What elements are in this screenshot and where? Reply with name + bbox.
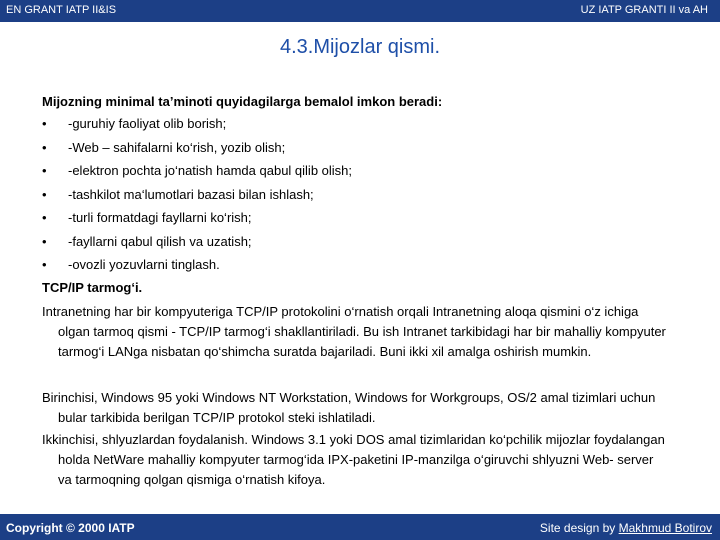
bullet-dot: •: [42, 116, 47, 131]
bullet-item: -Web – sahifalarni ko‘rish, yozib olish;: [68, 140, 286, 155]
bullet-item: -elektron pochta jo‘natish hamda qabul qilib olish;: [68, 163, 353, 178]
intro-heading: Mijozning minimal ta’minoti quyidagilarga bemalol imkon beradi:: [42, 94, 443, 109]
paragraph: Birinchisi, Windows 95 yoki Windows NT Workstation, Windows for Workgroups, OS/2 amal tizimlari uchun bular tarkibida berilgan TCP/IP protokol steki ishlatiladi.: [42, 390, 656, 425]
credit-text: [540, 521, 712, 535]
bullet-dot: •: [42, 234, 47, 249]
paragraph: Ikkinchisi, shlyuzlardan foydalanish. Windows 3.1 yoki DOS amal tizimlaridan ko‘pchilik mijozlar foydalangan holda NetWare mahalliy kompyuter tarmog‘ida IPX-paketini IP-manzilga o‘giruvchi shlyuzni Web- server va tarmoqning qolgan qismiga o‘rnatish kifoya.: [42, 432, 665, 487]
bullet-dot: •: [42, 163, 47, 178]
bullet-dot: •: [42, 140, 47, 155]
bullet-item: -ovozli yozuvlarni tinglash.: [68, 257, 220, 272]
bullet-item: -turli formatdagi fayllarni ko‘rish;: [68, 210, 252, 225]
bullet-dot: •: [42, 187, 47, 202]
bullet-item: -fayllarni qabul qilish va uzatish;: [68, 234, 252, 249]
slide-title: 4.3.Mijozlar qismi.: [279, 36, 441, 58]
header-right-text: UZ IATP GRANTI II va AH: [580, 4, 708, 16]
bullet-item: -tashkilot ma‘lumotlari bazasi bilan ishlash;: [68, 187, 314, 202]
bullet-dot: •: [42, 210, 47, 225]
bullet-item: -guruhiy faoliyat olib borish;: [68, 116, 227, 131]
designer-link[interactable]: Makhmud Botirov: [618, 521, 712, 535]
copyright-text: Copyright © 2000 IATP: [6, 521, 135, 535]
header-left-text: EN GRANT IATP II&IS: [6, 4, 117, 16]
section-subheading: TCP/IP tarmog‘i.: [42, 280, 143, 295]
paragraph: Intranetning har bir kompyuteriga TCP/IP protokolini o‘rnatish orqali Intranetning aloqa qismini o‘z ichiga olgan tarmoq qismi - TCP/IP tarmog‘i shakllantiriladi. Bu ish Intranet tarkibidagi har bir mahalliy kompyuter tarmog‘i LANga nisbatan qo‘shimcha suratda bajariladi. Buni ikki xil amalga oshirish mumkin.: [42, 304, 666, 359]
credit-prefix: Site design by: [539, 521, 619, 535]
footer-bar: [0, 514, 720, 540]
bullet-dot: •: [42, 257, 47, 272]
